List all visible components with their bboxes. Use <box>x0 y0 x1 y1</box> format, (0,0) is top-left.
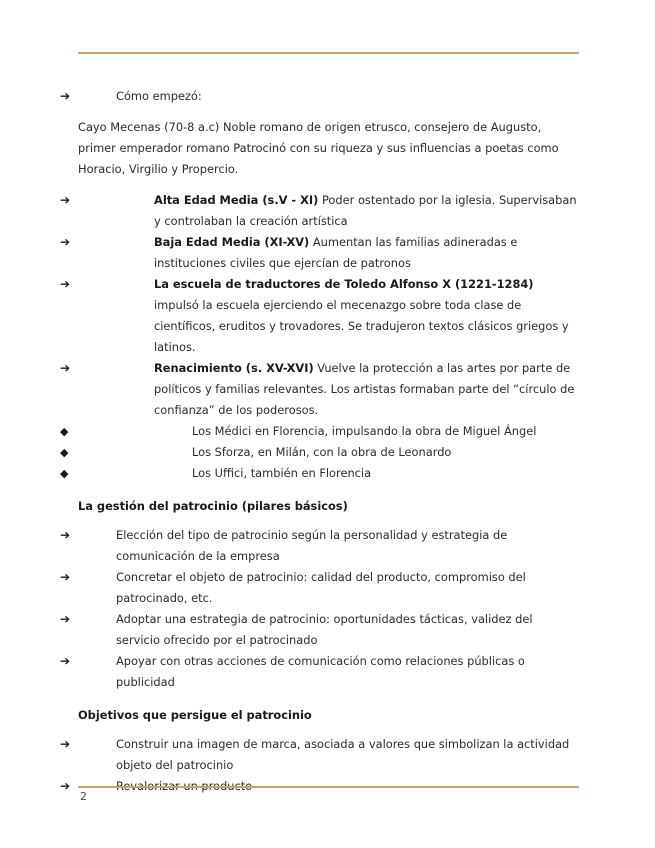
arrow-bullet-icon: ➔ <box>60 235 71 249</box>
family-item-text: Los Médici en Florencia, impulsando la obra de Miguel Ángel <box>192 424 537 438</box>
history-item-text: impulsó la escuela ejerciendo el mecenazgo sobre toda clase de científicos, eruditos y trovadores. Se tradujeron textos clásicos griegos y latinos. <box>154 298 569 354</box>
list-item <box>60 651 578 693</box>
diamond-bullet-icon: ◆ <box>60 446 69 459</box>
history-item-title: Renacimiento (s. XV-XVI) <box>154 361 314 375</box>
arrow-bullet-icon: ➔ <box>60 361 71 375</box>
history-item-title: Alta Edad Media (s.V - XI) <box>154 193 319 207</box>
history-item-text: Vuelve la protección a las artes por parte de políticos y familias relevantes. Los artistas formaban parte del “círculo de confianza” de los poderosos. <box>154 361 575 417</box>
arrow-bullet-icon: ➔ <box>60 89 71 103</box>
list-item <box>60 358 578 421</box>
gestion-item-text: Adoptar una estrategia de patrocinio: oportunidades tácticas, validez del servicio ofrecido por el patrocinado <box>116 612 533 647</box>
objetivos-item-text: Construir una imagen de marca, asociada a valores que simbolizan la actividad objeto del patrocinio <box>116 737 570 772</box>
page-content <box>60 86 578 797</box>
list-item <box>60 734 578 776</box>
arrow-bullet-icon: ➔ <box>60 277 71 291</box>
list-item <box>60 463 578 484</box>
arrow-bullet-icon: ➔ <box>60 737 71 751</box>
list-item <box>60 232 578 274</box>
list-item <box>60 86 578 107</box>
history-list <box>60 190 578 484</box>
arrow-bullet-icon: ➔ <box>60 528 71 542</box>
gestion-item-text: Apoyar con otras acciones de comunicación como relaciones públicas o publicidad <box>116 654 525 689</box>
header-rule <box>78 52 579 54</box>
diamond-bullet-icon: ◆ <box>60 467 69 480</box>
arrow-bullet-icon: ➔ <box>60 193 71 207</box>
intro-paragraph: Cayo Mecenas (70-8 a.c) Noble romano de origen etrusco, consejero de Augusto, primer emperador romano Patrocinó con su riqueza y sus influencias a poetas como Horacio, Virgilio y Propercio. <box>78 120 559 176</box>
list-item <box>60 274 578 358</box>
gestion-item-text: Elección del tipo de patrocinio según la personalidad y estrategia de comunicación de la empresa <box>116 528 508 563</box>
arrow-bullet-icon: ➔ <box>60 654 71 668</box>
page-number: 2 <box>80 790 87 803</box>
arrow-bullet-icon: ➔ <box>60 779 71 793</box>
objetivos-heading: Objetivos que persigue el patrocinio <box>78 708 312 722</box>
history-item-text: Poder ostentado por la iglesia. Supervisaban y controlaban la creación artística <box>154 193 577 228</box>
intro-list <box>60 86 578 107</box>
intro-bullet-text: Cómo empezó: <box>116 89 202 103</box>
list-item <box>60 567 578 609</box>
list-item <box>60 421 578 442</box>
history-item-title: Baja Edad Media (XI-XV) <box>154 235 310 249</box>
list-item <box>60 525 578 567</box>
gestion-list <box>60 525 578 693</box>
history-item-title: La escuela de traductores de Toledo Alfonso X (1221-1284) <box>154 277 534 291</box>
diamond-bullet-icon: ◆ <box>60 425 69 438</box>
arrow-bullet-icon: ➔ <box>60 570 71 584</box>
arrow-bullet-icon: ➔ <box>60 612 71 626</box>
list-item <box>60 190 578 232</box>
list-item <box>60 609 578 651</box>
family-item-text: Los Sforza, en Milán, con la obra de Leonardo <box>192 445 452 459</box>
footer-rule <box>78 786 579 788</box>
gestion-heading: La gestión del patrocinio (pilares básicos) <box>78 499 348 513</box>
history-item-text: Aumentan las familias adineradas e instituciones civiles que ejercían de patronos <box>154 235 518 270</box>
gestion-item-text: Concretar el objeto de patrocinio: calidad del producto, compromiso del patrocinado, etc. <box>116 570 526 605</box>
list-item <box>60 442 578 463</box>
family-item-text: Los Uffici, también en Florencia <box>192 466 372 480</box>
